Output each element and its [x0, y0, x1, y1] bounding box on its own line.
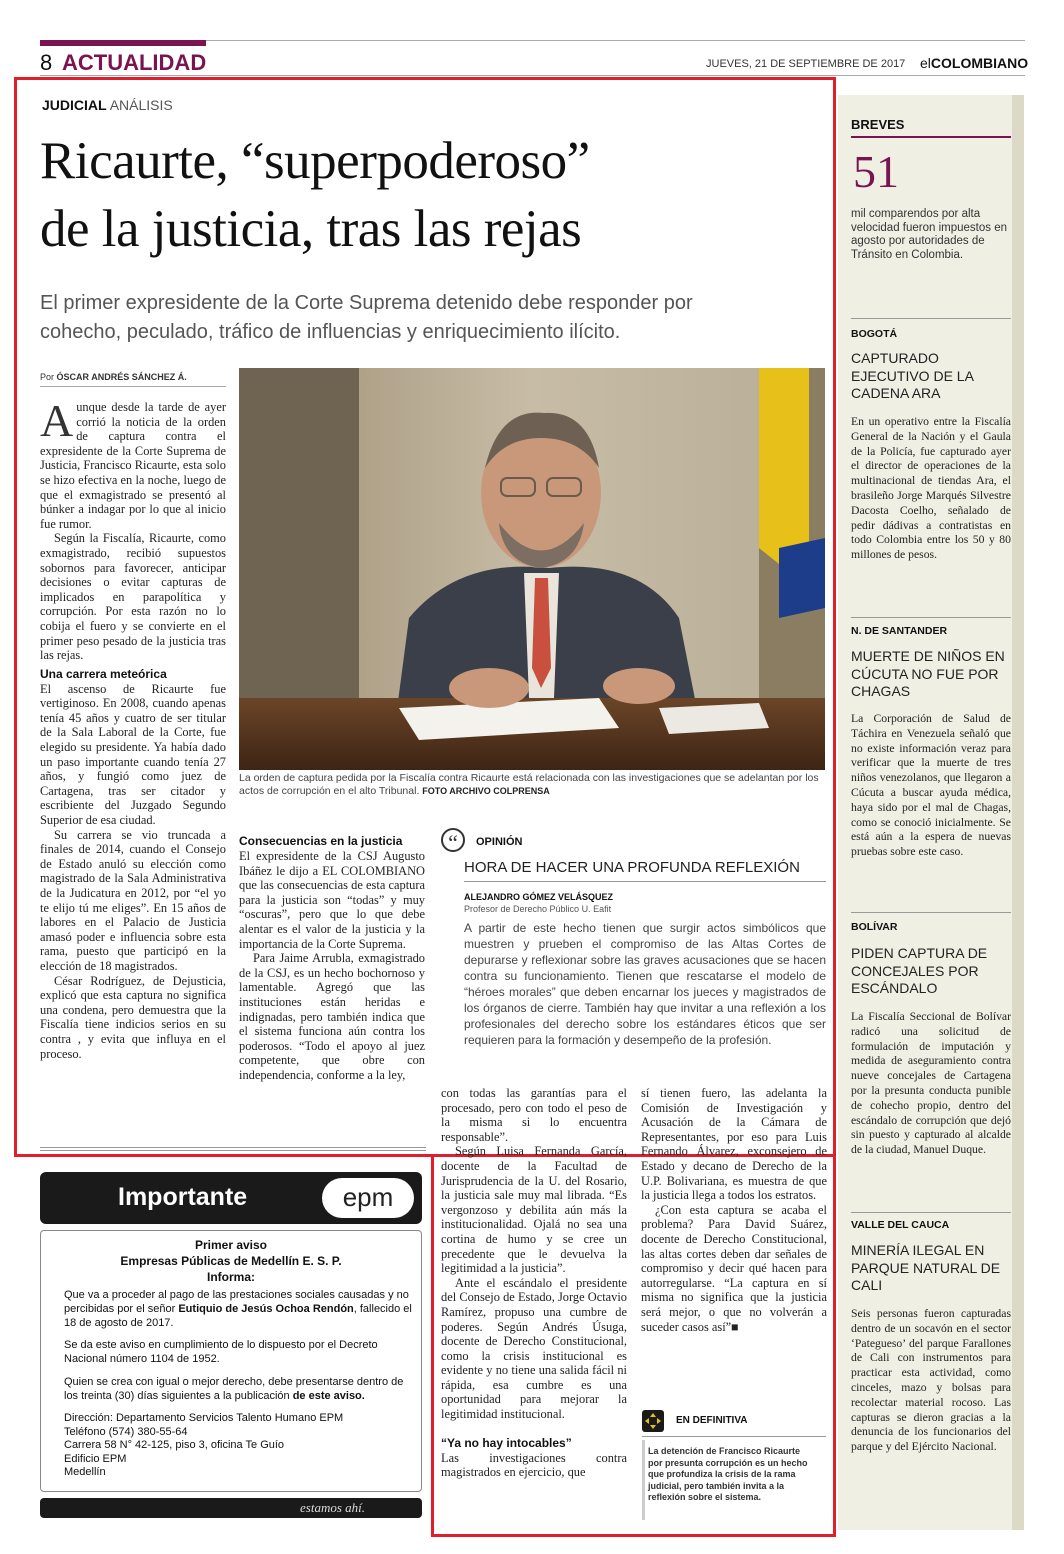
paragraph: Las investigaciones contra magistrados en ejercicio, que — [441, 1450, 627, 1480]
paragraph: El expresidente de la CSJ Augusto Ibáñez le dijo a EL COLOMBIANO que las consecuencias de esta captura para la justicia son “todas” y muy “oscuras”, pero que lo que debe alentar es el valor de la justicia y la importancia de la Corte Suprema. — [239, 849, 425, 951]
ad-paragraph: Se da este aviso en cumplimiento de lo dispuesto por el Decreto Nacional número 1104 de 1952. — [64, 1339, 378, 1365]
paragraph: ¿Con esta captura se acaba el problema? Para David Suárez, docente de Derecho Constitucional, las altas cortes deben dar señales de compromiso y decir qué hacen para autorregularse. “La captura en sí misma no significa que la justicia será mejor, o que no volverán a suceder casos así”■ — [641, 1202, 827, 1334]
ad-contact-line: Dirección: Departamento Servicios Talento Humano EPM — [64, 1412, 344, 1424]
ad-slogan: estamos ahí. — [300, 1500, 365, 1515]
dek-line-2: cohecho, peculado, tráfico de influencias y enriquecimiento ilícito. — [40, 321, 621, 343]
article-kicker: JUDICIAL ANÁLISIS — [42, 97, 173, 113]
ad-contact-line: Teléfono (574) 380-55-64 — [64, 1425, 188, 1438]
photo-illustration-icon — [239, 368, 825, 770]
breve-rule — [851, 912, 1011, 913]
ad-paragraph: Que va a proceder al pago de las prestaciones sociales causadas y no percibidas por el señor Eutiquio de Jesús Ochoa Rendón, fallecido el 18 de agosto de 2017. — [64, 1289, 412, 1329]
paragraph: sí tienen fuero, las adelanta la Comisión de Investigación y Acusación de la Cámara de Representantes, por eso para Luis Fernando Álvarez, exconsejero de Estado y decano de Derecho de la U.P. Bolivariana, es muestra de que la justicia llega a todos los estratos. — [641, 1086, 827, 1203]
breve-body: En un operativo entre la Fiscalía General de la Nación y el Gaula de la Policía, fue capturado ayer el director de operaciones de la multinacional de tiendas Ara, el brasileño Jorge Marqués Silvestre Dacosta Coelho, señalado de pedir dádivas a contratistas en todo Colombia entre los 50 y 80 millones de pesos. — [851, 415, 1011, 562]
article-photo — [239, 368, 825, 770]
breve-rule — [851, 617, 1011, 618]
breves-big-number-desc: mil comparendos por alta velocidad fueron impuestos en agosto por autoridades de Tránsito en Colombia. — [851, 208, 1007, 261]
section-title: ACTUALIDAD — [62, 50, 207, 75]
ad-contact — [64, 1412, 414, 1480]
ad-contact-line: Medellín — [64, 1466, 106, 1478]
epm-logo: epm — [322, 1178, 414, 1218]
issue-date: JUEVES, 21 DE SEPTIEMBRE DE 2017 — [706, 58, 906, 70]
breve-rule — [851, 1212, 1011, 1213]
paragraph: El ascenso de Ricaurte fue vertiginoso. En 2008, cuando apenas tenía 45 años y cuatro de ser titular de la Sala Laboral de la Corte, fue elegido su presidente. Ya había dado un paso importante cuando tenía 27 años, y fungió como juez de Cartagena, tras ser citador y escribiente del Juzgado Segundo Superior de esa ciudad. — [40, 681, 226, 828]
definitiva-body: La detención de Francisco Ricaurte por presunta corrupción es un hecho que profundiza la crisis de la rama judicial, pero también invita a la reflexión sobre el sistema. — [648, 1446, 808, 1502]
header-bottom-rule — [40, 75, 1025, 76]
drop-cap: A — [40, 395, 74, 446]
byline-rule — [40, 386, 226, 387]
definitiva-icon — [642, 1410, 664, 1432]
breves-title: BREVES — [851, 117, 905, 132]
article-column-1 — [40, 395, 226, 1061]
breve-title: MUERTE DE NIÑOS EN CÚCUTA NO FUE POR CHAGAS — [851, 648, 1005, 699]
photo-caption: La orden de captura pedida por la Fiscalía contra Ricaurte está relacionada con las investigaciones que se adelantan por los actos de corrupción en el alto Tribunal. FOTO ARCHIVO COLPRENSA — [239, 772, 819, 797]
ad-heading-2: Empresas Públicas de Medellín E. S. P. — [120, 1254, 342, 1268]
breve-title: CAPTURADO EJECUTIVO DE LA CADENA ARA — [851, 350, 974, 401]
breve-body: La Corporación de Salud de Táchira en Venezuela señaló que no existe información veraz para verificar que la muerte de tres niños venezolanos, que llegaron a Cúcuta a buscar ayuda médica, haya sido por el mal de Chagas, como se conoció inicialmente. Se está aún a la espera de nuevas pruebas sobre este caso. — [851, 712, 1011, 859]
page-number: 8 — [40, 50, 53, 75]
paragraph: César Rodríguez, de Dejusticia, explicó que esta captura no significa una condena, pero demuestra que la Fiscalía tiene indicios serios en su contra , y evita que influya en el proceso. — [40, 973, 226, 1061]
breve-tag: BOLÍVAR — [851, 921, 898, 933]
breves-big-number: 51 — [853, 146, 899, 197]
ad-paragraph: Quien se crea con igual o mejor derecho, debe presentarse dentro de los treinta (30) días siguientes a la publicación de este aviso. — [64, 1376, 404, 1402]
article-column-4 — [641, 1086, 827, 1334]
breves-sidebar-edge — [1012, 95, 1024, 1530]
ad-heading-1: Primer aviso — [194, 1238, 268, 1252]
breve-body: La Fiscalía Seccional de Bolívar radicó una solicitud de formulación de imputación y medida de aseguramiento contra nueve concejales de Cartagena por la presunta conducta punible de cohecho propio, dentro del escándalo de corrupción que dejó sin puesto y capturado al alcalde de la ciudad, Manuel Duque. — [851, 1010, 1011, 1157]
byline: Por ÓSCAR ANDRÉS SÁNCHEZ Á. — [40, 372, 187, 382]
breve-tag: N. DE SANTANDER — [851, 625, 948, 637]
paragraph: Aunque desde la tarde de ayer corrió la noticia de la orden de captura contra el expresidente de la Corte Suprema de Justicia, Francisco Ricaurte, esta solo se hizo efectiva en la noche, luego de que el exmagistrado se presentó al búnker a indagar por lo que al inicio fue rumor. — [40, 395, 226, 531]
arrows-icon — [642, 1410, 664, 1432]
article-bottom-rule — [40, 1147, 426, 1151]
ad-title: Importante — [118, 1183, 248, 1211]
breve-tag: VALLE DEL CAUCA — [851, 1219, 950, 1231]
paragraph: con todas las garantías para el procesado, pero con todo el peso de la misma si lo encuentra responsable”. — [441, 1086, 627, 1144]
definitiva-label: EN DEFINITIVA — [676, 1415, 748, 1426]
paragraph: Ante el escándalo el presidente del Consejo de Estado, Jorge Octavio Ramírez, propuso una cumbre de poderes. Según Andrés Úsuga, docente de Derecho Constitucional, como la crisis institucional es evidente y no tiene una salida fácil ni rápida, esa cumbre es una oportunidad para mejorar la legitimidad institucional. — [441, 1275, 627, 1422]
definitiva-side-bar — [642, 1440, 645, 1520]
article-column-2 — [239, 834, 425, 1083]
opinion-author: ALEJANDRO GÓMEZ VELÁSQUEZ — [464, 892, 614, 902]
article-column-3 — [441, 1086, 627, 1480]
breve-tag: BOGOTÁ — [851, 328, 898, 340]
quote-icon: “ — [441, 828, 465, 852]
breve-title: MINERÍA ILEGAL EN PARQUE NATURAL DE CALI — [851, 1242, 1001, 1293]
opinion-label: OPINIÓN — [476, 836, 523, 848]
opinion-body: A partir de este hecho tienen que surgir actos simbólicos que muestren y prueben el compromiso de las Altas Cortes de depurarse y reflexionar sobre las graves acusaciones que se hacen contra su funcionamiento. Tienen que rescatarse el modelo de “héroes morales” que deben encarnar los jueces y magistrados de los órganos de cierre. También hay que invitar a una reflexión a los profesionales del derecho sobre los estándares éticos que ser requieren para la formación y desempeño de la profesión. — [464, 921, 826, 1047]
breve-title: PIDEN CAPTURA DE CONCEJALES POR ESCÁNDALO — [851, 945, 988, 996]
opinion-author-role: Profesor de Derecho Público U. Eafit — [464, 904, 612, 914]
ad-heading-3: Informa: — [207, 1270, 255, 1284]
subheading: Consecuencias en la justicia — [239, 834, 403, 848]
paragraph: Según la Fiscalía, Ricaurte, como exmagistrado, recibió supuestos sobornos para favorecer, anticipar decisiones o evitar capturas de implicados en parapolítica y corrupción. Por esta razón no lo cobija el fuero y se convierte en el primer peso pesado de la justicia tras las rejas. — [40, 531, 226, 663]
dek-line-1: El primer expresidente de la Corte Suprema detenido debe responder por — [40, 292, 693, 314]
headline-line-2: de la justicia, tras las rejas — [40, 200, 582, 258]
newspaper-logo: elCOLOMBIANO — [920, 55, 1029, 71]
subheading: “Ya no hay intocables” — [441, 1435, 572, 1450]
breve-rule — [851, 318, 1011, 319]
paragraph: Su carrera se vio truncada a finales de 2014, cuando el Consejo de Estado anuló su elección como magistrado de la Sala Administrativa de la Judicatura en 2012, por “el yo te elijo tú me eliges”. En 15 años de labores en el Palacio de Justicia amasó poder e influencia sobre esta rama, puesto que participó en la elección de 18 magistrados. — [40, 827, 226, 973]
section-color-bar — [40, 40, 206, 46]
breve-body: Seis personas fueron capturadas dentro de un socavón en el sector ‘Pategueso’ del parque Farallones de Cali con instrumentos para practicar esta actividad, como cinceles, mazo y bolsas para recolectar material rocoso. Las capturas se dieron gracias a la denuncia de los funcionarios del parque y del Ejército Nacional. — [851, 1307, 1011, 1454]
ad-contact-line: Carrera 58 N° 42-125, piso 3, oficina Te Guío — [64, 1439, 285, 1451]
subheading: Una carrera meteórica — [40, 666, 167, 681]
opinion-rule — [464, 881, 826, 882]
paragraph: Según Luisa Fernanda García, docente de la Facultad de Jurisprudencia de la U. del Rosario, la justicia sale muy mal librada. “Es vergonzoso y debilita aún más la institucionalidad. Ojalá no sea una cortina de humo y se cree un precedente que le devuelva la legitimidad a la justicia”. — [441, 1144, 627, 1276]
ad-contact-line: Edificio EPM — [64, 1452, 127, 1465]
breves-rule — [851, 136, 1011, 138]
paragraph: Para Jaime Arrubla, exmagistrado de la CSJ, es un hecho bochornoso y lamentable. Agregó que las instituciones están heridas e indignadas, pero también indica que el sistema funciona aún contra los poderosos. “Todo el apoyo al juez competente, que obre con independencia, conforme a la ley, — [239, 951, 425, 1082]
opinion-title: HORA DE HACER UNA PROFUNDA REFLEXIÓN — [464, 859, 800, 876]
definitiva-rule — [642, 1436, 826, 1437]
headline-line-1: Ricaurte, “superpoderoso” — [40, 132, 590, 190]
